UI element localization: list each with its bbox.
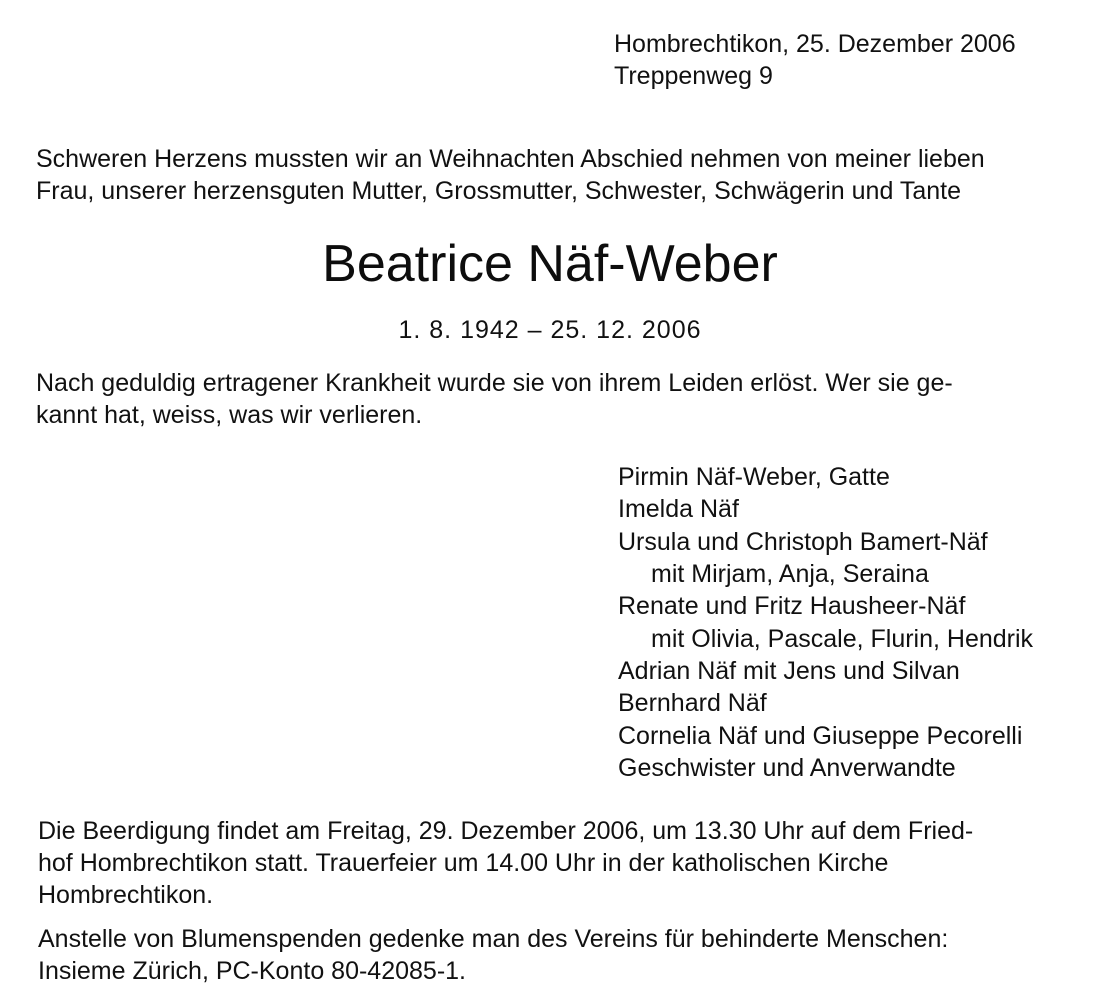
funeral-line-1: Die Beerdigung findet am Freitag, 29. Dezember 2006, um 13.30 Uhr auf dem Fried-	[38, 817, 974, 845]
mourner-item: Adrian Näf mit Jens und Silvan	[618, 657, 960, 685]
intro-line-2: Frau, unserer herzensguten Mutter, Grossmutter, Schwester, Schwägerin und Tante	[36, 177, 962, 205]
mourner-item: Pirmin Näf-Weber, Gatte	[618, 463, 890, 491]
funeral-line-2: hof Hombrechtikon statt. Trauerfeier um 14.00 Uhr in der katholischen Kirche	[38, 849, 889, 877]
life-dates: 1. 8. 1942 – 25. 12. 2006	[398, 316, 702, 344]
mourner-item: mit Mirjam, Anja, Seraina	[651, 560, 929, 588]
funeral-line-3: Hombrechtikon.	[38, 881, 214, 909]
mourner-item: Imelda Näf	[618, 495, 739, 523]
place-date: Hombrechtikon, 25. Dezember 2006	[614, 30, 1016, 58]
mourner-item: Bernhard Näf	[618, 689, 767, 717]
donation-line-1: Anstelle von Blumenspenden gedenke man des Vereins für behinderte Menschen:	[38, 925, 949, 953]
mourner-item: Renate und Fritz Hausheer-Näf	[618, 592, 966, 620]
mourner-item: Ursula und Christoph Bamert-Näf	[618, 528, 988, 556]
mourner-item: mit Olivia, Pascale, Flurin, Hendrik	[651, 625, 1034, 653]
intro-line-1: Schweren Herzens mussten wir an Weihnachten Abschied nehmen von meiner lieben	[36, 145, 985, 173]
deceased-name: Beatrice Näf-Weber	[322, 235, 778, 293]
mourner-item: Geschwister und Anverwandte	[618, 754, 956, 782]
message-line-2: kannt hat, weiss, was wir verlieren.	[36, 401, 423, 429]
donation-line-2: Insieme Zürich, PC-Konto 80-42085-1.	[38, 957, 466, 985]
address: Treppenweg 9	[614, 62, 773, 90]
message-line-1: Nach geduldig ertragener Krankheit wurde sie von ihrem Leiden erlöst. Wer sie ge-	[36, 369, 953, 397]
mourner-item: Cornelia Näf und Giuseppe Pecorelli	[618, 722, 1023, 750]
